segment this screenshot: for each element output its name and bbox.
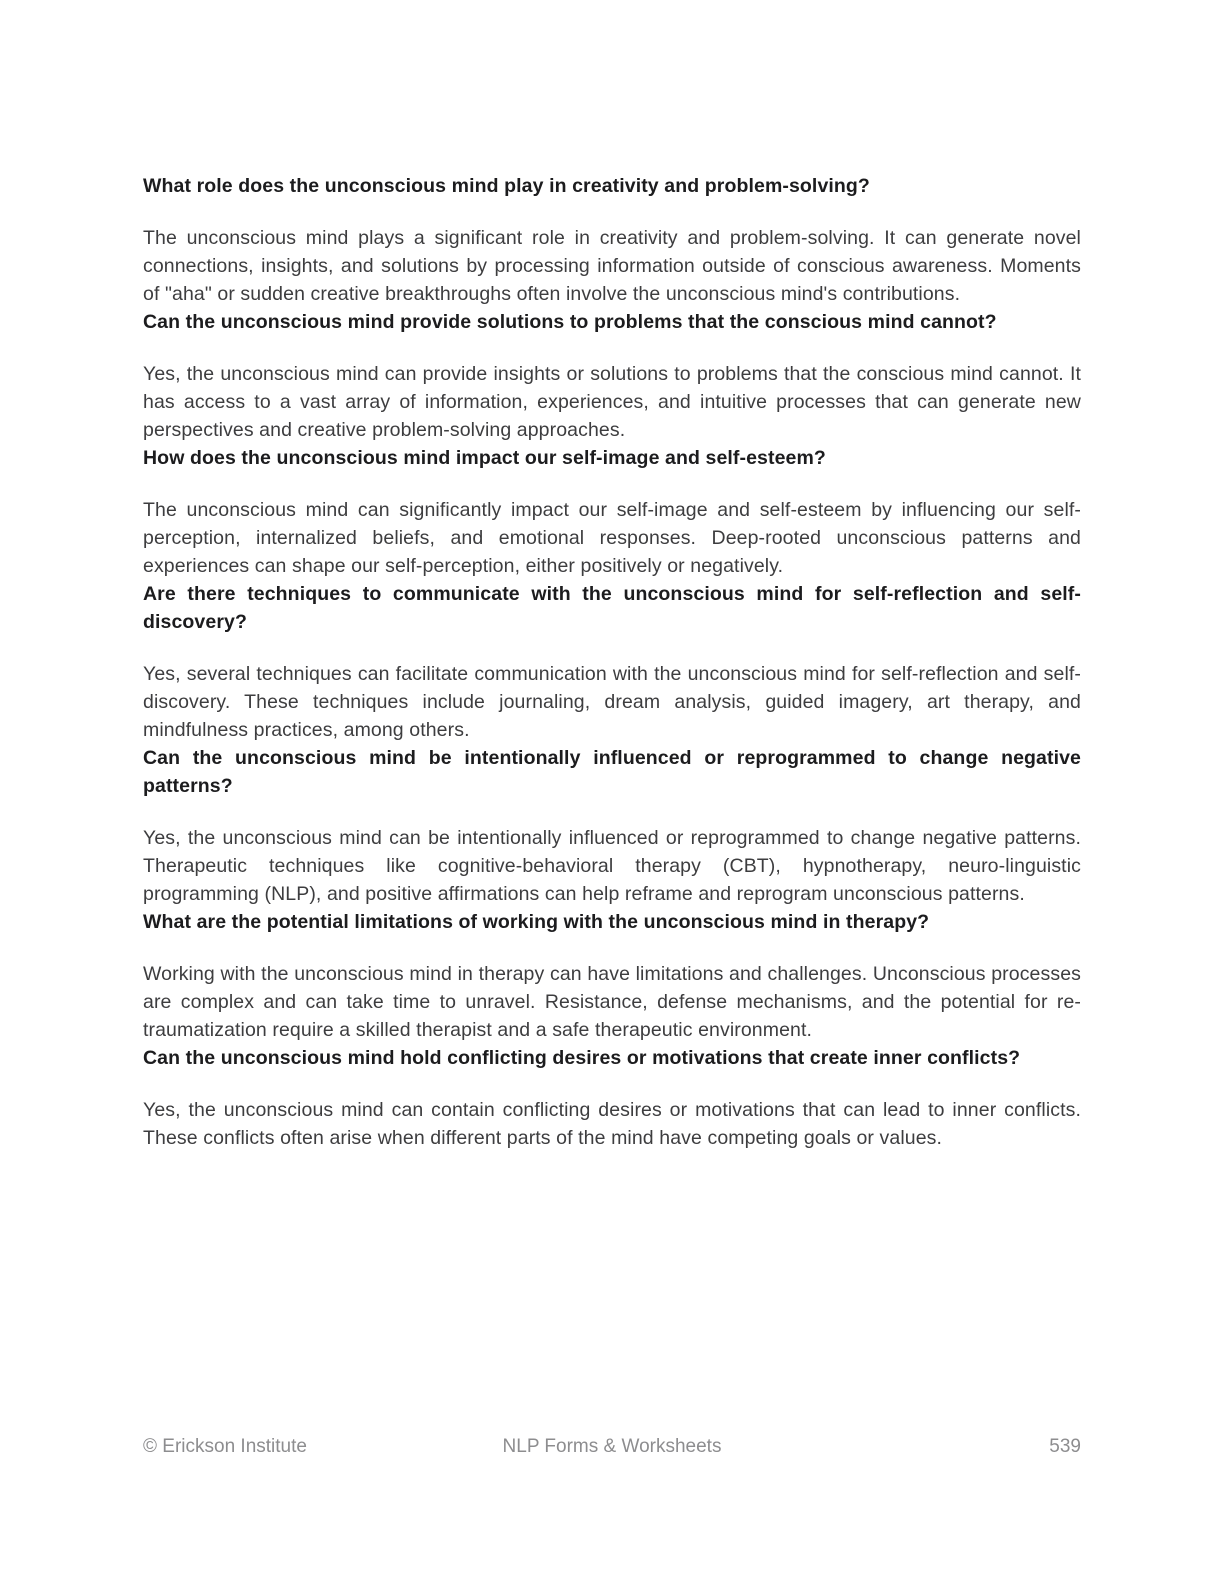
question-heading: What are the potential limitations of working with the unconscious mind in therapy? bbox=[143, 911, 930, 933]
footer-copyright: © Erickson Institute bbox=[143, 1436, 307, 1457]
answer-paragraph: Yes, several techniques can facilitate communication with the unconscious mind for self-reflection and self-discovery. These techniques include journaling, dream analysis, guided imagery, art therapy, and mindfulness practices, among others. bbox=[143, 663, 1081, 741]
qa-section bbox=[143, 308, 1081, 444]
question-heading: Can the unconscious mind be intentionally influenced or reprogrammed to change negative patterns? bbox=[143, 747, 1081, 797]
qa-section bbox=[143, 1044, 1081, 1152]
qa-section bbox=[143, 908, 1081, 1044]
answer-paragraph: Yes, the unconscious mind can be intentionally influenced or reprogrammed to change negative patterns. Therapeutic techniques like cognitive-behavioral therapy (CBT), hypnotherapy, neuro-linguistic programming (NLP), and positive affirmations can help reframe and reprogram unconscious patterns. bbox=[143, 827, 1081, 905]
qa-section bbox=[143, 172, 1081, 308]
answer-paragraph: The unconscious mind can significantly impact our self-image and self-esteem by influencing our self-perception, internalized beliefs, and emotional responses. Deep-rooted unconscious patterns and experiences can shape our self-perception, either positively or negatively. bbox=[143, 499, 1081, 577]
qa-section bbox=[143, 444, 1081, 580]
question-heading: How does the unconscious mind impact our self-image and self-esteem? bbox=[143, 447, 826, 469]
page-footer bbox=[143, 1433, 1081, 1461]
question-heading: Can the unconscious mind hold conflicting desires or motivations that create inner conflicts? bbox=[143, 1047, 1021, 1069]
document-page bbox=[143, 172, 1081, 1152]
footer-document-title: NLP Forms & Worksheets bbox=[502, 1436, 722, 1457]
question-heading: Can the unconscious mind provide solutions to problems that the conscious mind cannot? bbox=[143, 311, 997, 333]
question-heading: What role does the unconscious mind play in creativity and problem-solving? bbox=[143, 175, 870, 197]
answer-paragraph: The unconscious mind plays a significant role in creativity and problem-solving. It can generate novel connections, insights, and solutions by processing information outside of conscious awareness. Moments of "aha" or sudden creative breakthroughs often involve the unconscious mind's contributions. bbox=[143, 227, 1081, 305]
answer-paragraph: Working with the unconscious mind in therapy can have limitations and challenges. Unconscious processes are complex and can take time to unravel. Resistance, defense mechanisms, and the potential for re-traumatization require a skilled therapist and a safe therapeutic environment. bbox=[143, 963, 1081, 1041]
footer-page-number: 539 bbox=[1049, 1436, 1081, 1457]
qa-section bbox=[143, 744, 1081, 908]
answer-paragraph: Yes, the unconscious mind can provide insights or solutions to problems that the conscious mind cannot. It has access to a vast array of information, experiences, and intuitive processes that can generate new perspectives and creative problem-solving approaches. bbox=[143, 363, 1081, 441]
answer-paragraph: Yes, the unconscious mind can contain conflicting desires or motivations that can lead to inner conflicts. These conflicts often arise when different parts of the mind have competing goals or values. bbox=[143, 1099, 1081, 1149]
qa-section bbox=[143, 580, 1081, 744]
question-heading: Are there techniques to communicate with the unconscious mind for self-reflection and self-discovery? bbox=[143, 583, 1081, 633]
